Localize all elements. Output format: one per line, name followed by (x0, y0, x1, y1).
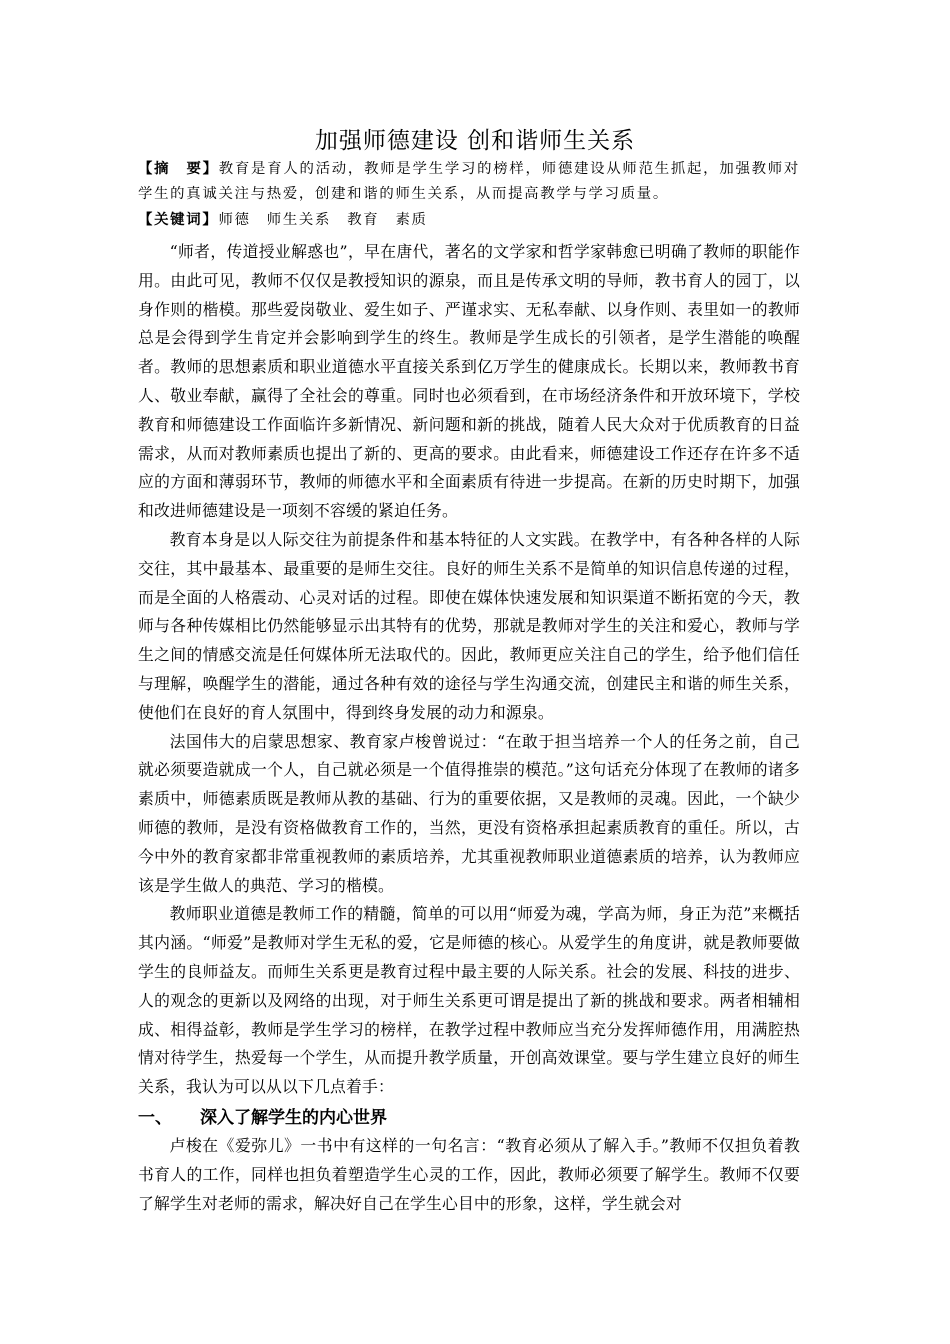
keywords-text: 师德 师生关系 教育 素质 (218, 212, 428, 228)
paragraph: 法国伟大的启蒙思想家、教育家卢梭曾说过：“在敢于担当培养一个人的任务之前，自己就必须要造就成一个人，自己就必须是一个值得推崇的模范。”这句话充分体现了在教师的诸多素质中，师德素质既是教师从教的基础、行为的重要依据，又是教师的灵魂。因此，一个缺少师德的教师，是没有资格做教育工作的，当然，更没有资格承担起素质教育的重任。所以，古今中外的教育家都非常重视教师的素质培养，尤其重视教师职业道德素质的培养，认为教师应该是学生做人的典范、学习的楷模。 (138, 731, 800, 895)
document-title: 加强师德建设 创和谐师生关系 (314, 128, 636, 154)
keywords-label: 【关键词】 (138, 211, 219, 228)
section-title: 深入了解学生的内心世界 (200, 1107, 387, 1128)
abstract-text: 教育是育人的活动，教师是学生学习的榜样，师德建设从师范生抓起，加强教师对学生的真诚关注与热爱，创建和谐的师生关系，从而提高教学与学习质量。 (138, 161, 800, 202)
section-heading (138, 1104, 800, 1132)
paragraph: 教师职业道德是教师工作的精髓，简单的可以用“师爱为魂，学高为师，身正为范”来概括其内涵。“师爱”是教师对学生无私的爱，它是师德的核心。从爱学生的角度讲，就是教师要做学生的良师益友。而师生关系更是教育过程中最主要的人际关系。社会的发展、科技的进步、人的观念的更新以及网络的出现，对于师生关系更可谓是提出了新的挑战和要求。两者相辅相成、相得益彰，教师是学生学习的榜样，在教学过程中教师应当充分发挥师德作用，用满腔热情对待学生，热爱每一个学生，从而提升教学质量，开创高效课堂。要与学生建立良好的师生关系，我认为可以从以下几点着手： (138, 904, 800, 1097)
paragraph: 卢梭在《爱弥儿》一书中有这样的一句名言：“教育必须从了解入手。”教师不仅担负着教书育人的工作，同样也担负着塑造学生心灵的工作，因此，教师必须要了解学生。教师不仅要了解学生对老师的需求，解决好自己在学生心目中的形象，这样，学生就会对 (138, 1135, 800, 1213)
document-body (138, 156, 800, 1218)
section-number: 一、 (138, 1107, 172, 1128)
paragraph: “师者，传道授业解惑也”，早在唐代，著名的文学家和哲学家韩愈已明确了教师的职能作用。由此可见，教师不仅仅是教授知识的源泉，而且是传承文明的导师，教书育人的园丁，以身作则的楷模。那些爱岗敬业、爱生如子、严谨求实、无私奉献、以身作则、表里如一的教师总是会得到学生肯定并会影响到学生的终生。教师是学生成长的引领者，是学生潜能的唤醒者。教师的思想素质和职业道德水平直接关系到亿万学生的健康成长。长期以来，教师教书育人、敬业奉献，赢得了全社会的尊重。同时也必须看到，在市场经济条件和开放环境下，学校教育和师德建设工作面临许多新情况、新问题和新的挑战，随着人民大众对于优质教育的日益需求，从而对教师素质也提出了新的、更高的要求。由此看来，师德建设工作还存在许多不适应的方面和薄弱环节，教师的师德水平和全面素质有待进一步提高。在新的历史时期下，加强和改进师德建设是一项刻不容缓的紧迫任务。 (138, 242, 800, 521)
abstract-label: 【摘 要】 (138, 160, 219, 177)
paragraph: 教育本身是以人际交往为前提条件和基本特征的人文实践。在教学中，有各种各样的人际交往，其中最基本、最重要的是师生交往。良好的师生关系不是简单的知识信息传递的过程，而是全面的人格震动、心灵对话的过程。即使在媒体快速发展和知识渠道不断拓宽的今天，教师与各种传媒相比仍然能够显示出其特有的优势，那就是教师对学生的关注和爱心，教师与学生之间的情感交流是任何媒体所无法取代的。因此，教师更应关注自己的学生，给予他们信任与理解，唤醒学生的潜能，通过各种有效的途径与学生沟通交流，创建民主和谐的师生关系，使他们在良好的育人氛围中，得到终身发展的动力和源泉。 (138, 529, 800, 722)
abstract (138, 156, 800, 207)
keywords (138, 207, 800, 233)
